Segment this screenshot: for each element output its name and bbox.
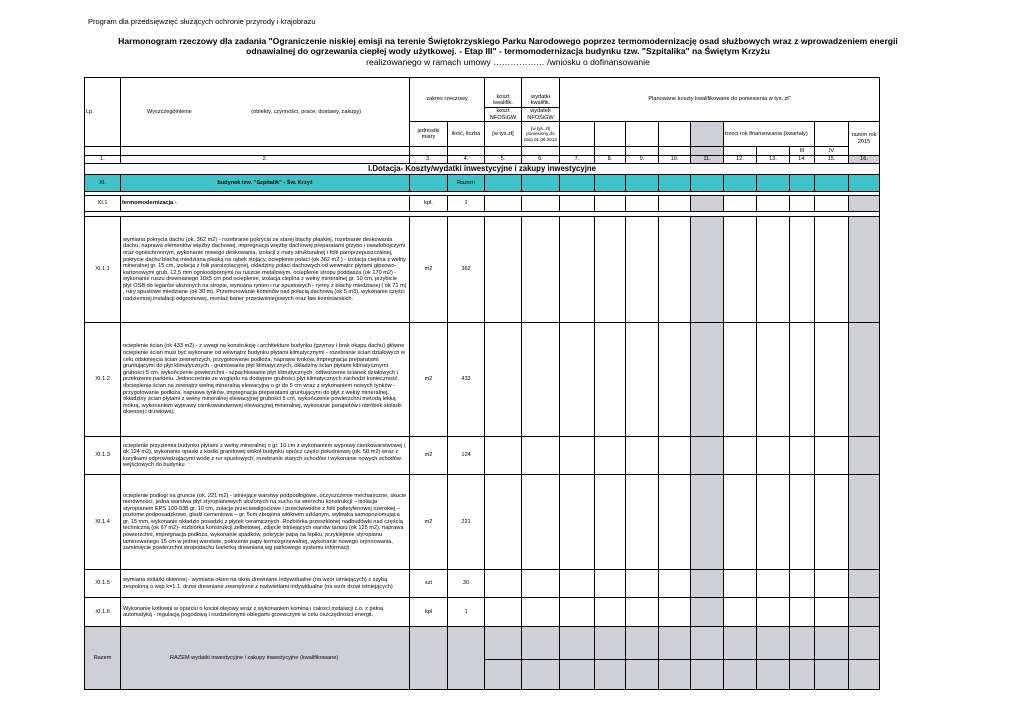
header-koszt-kwalif: koszt kwalifik.: [485, 78, 522, 108]
cell: [595, 627, 626, 660]
cell: [815, 437, 849, 475]
cell: [659, 175, 691, 192]
table-row: [85, 437, 880, 475]
cell: [595, 323, 626, 437]
cell: [790, 475, 815, 570]
cell: [691, 323, 724, 437]
header-poniesiony-label: poniesiony do: [526, 131, 555, 137]
xi1-qty: 1: [448, 196, 485, 212]
cell: [560, 175, 595, 192]
header-tys-zl: [w tys.zł]: [485, 122, 522, 147]
item-qty: 124: [448, 437, 485, 475]
col-number: 5.: [485, 156, 522, 164]
header-wyszczegolnienie-label: Wyszczególnienie: [147, 108, 192, 115]
cell: [560, 627, 595, 660]
xi-razem: Razem: [448, 175, 485, 192]
cell: [757, 323, 790, 437]
header-quarter-iv: IV: [815, 147, 849, 156]
header-trzeci-rok: trzeci rok finansowania (kwartały): [724, 122, 815, 147]
col-number: 10.: [659, 156, 691, 164]
header-razem-rok: razem rok 2015: [849, 122, 880, 156]
cell: [691, 147, 724, 156]
cell: [560, 217, 595, 323]
header-zakres: zakres rzeczowy: [410, 78, 485, 122]
col-number: 12.: [724, 156, 757, 164]
cell: [522, 217, 560, 323]
item-lp: XI.1.6: [85, 598, 121, 627]
col-number: 15.: [815, 156, 849, 164]
cell: [724, 570, 757, 598]
cell: [626, 598, 659, 627]
cell: [522, 660, 560, 690]
header-planowane: Planowane koszty kwalifikowane do poniesienia w tys. zł": [560, 78, 880, 122]
xi-row: [85, 175, 880, 192]
cell: [595, 660, 626, 690]
cell: [626, 627, 659, 660]
item-description: ocieplenie ścian (ok 433 m2) - z uwagi na konstrukcję i architekture budynku (gzymsy i brak okapu dachu) główne ocieplenie ścian musi być wykonane od wewnątrz budynku płytami klimatycznymi - rozebranie ścian działowych w celu odsłonięcia ścian zewnętrzych, przygotowanie podłoża, naprawa tynków, impregnacja preparatami gruntującymi do płyt klimatycznych - gruntowanie płyt klimatycznych, okładziny ścian płytami klimatycznymi grubości 5 cm, wykończenie powierzchni - szpachlowanie płyt klimatycznych, odtworzenie ścianek działowych i przełożenie parkietu. Jednocześnie ze względu na dostępne grubości płyt klimatycznych zachodzi konieczność docieplenia ścian na zewnątrz wełną mineralną elewacyjną o gr do 5 cm wraz z wykonaniem nowych tynków - przygotowanie podłoża, naprawa tynków, impregnacja preparatami gruntującymi do płyt z wełny mineralnej, okładziny ścian płytami z wełny mineralnej elewacyjnej grubości 5 cm, wykończenie powierzchni metodą lekką mokrą, wykonaniem wyprawy cienkowarstwowej elewacyjnej mineralnej, wykonanie parapetów i obróbek stolarki okiennej i drzwiowej.: [121, 323, 410, 437]
cell: [659, 217, 691, 323]
cell: [659, 660, 691, 690]
cell: [485, 570, 522, 598]
cell: [757, 627, 790, 660]
cell: [790, 627, 815, 660]
header-dnia-label: dnia 01.06.2013: [524, 136, 557, 142]
cell: [626, 217, 659, 323]
cell: [595, 147, 626, 156]
col-number: 16.: [849, 156, 880, 164]
header-poniesiony: [522, 122, 560, 147]
cell: [626, 147, 659, 156]
item-lp: XI.1.5: [85, 570, 121, 598]
col-number: 8.: [595, 156, 626, 164]
cell: [121, 147, 410, 156]
cell: [815, 475, 849, 570]
cell: [560, 122, 595, 147]
cell: [85, 147, 121, 156]
title-line-2: odnawialnej do ogrzewania ciepłej wody użytkowej. - Etap III" - termomodernizacja budynku tzw. "Szpitalika" na Świętym Krzyżu: [246, 46, 770, 56]
table-row: [85, 598, 880, 627]
cell: [626, 175, 659, 192]
item-qty: 433: [448, 323, 485, 437]
cell: [724, 147, 757, 156]
cell: [815, 598, 849, 627]
cell: [790, 570, 815, 598]
cell: [659, 570, 691, 598]
cell: [485, 598, 522, 627]
cell: [757, 437, 790, 475]
cell: [790, 323, 815, 437]
cell: [522, 147, 560, 156]
cell: [522, 570, 560, 598]
cell: [790, 175, 815, 192]
cell: [691, 196, 724, 212]
cell: [849, 660, 880, 690]
cell: [485, 196, 522, 212]
cell: [560, 323, 595, 437]
item-qty: 1: [448, 598, 485, 627]
cell: [448, 627, 485, 690]
header-jednostki: jednostki miary: [410, 122, 448, 147]
item-qty: 362: [448, 217, 485, 323]
header-tys-zl-2: [w tys. zł]: [531, 126, 550, 132]
cell: [790, 217, 815, 323]
cell: [485, 175, 522, 192]
cell: [560, 570, 595, 598]
document-subtitle: realizowanego w ramach umowy ……………… /wniosku o dofinansowanie: [366, 57, 650, 67]
xi1-unit: kpl.: [410, 196, 448, 212]
cell: [560, 147, 595, 156]
item-qty: 30: [448, 570, 485, 598]
cell: [790, 660, 815, 690]
item-lp: XI.1.1: [85, 217, 121, 323]
col-number: 7.: [560, 156, 595, 164]
cell: [522, 437, 560, 475]
cell: [659, 437, 691, 475]
item-unit: kpl: [410, 598, 448, 627]
cell: [626, 660, 659, 690]
table-row: [85, 217, 880, 323]
cell: [790, 196, 815, 212]
cell: [595, 475, 626, 570]
item-unit: m2: [410, 475, 448, 570]
col-number: 13.: [757, 156, 790, 164]
cell: [849, 627, 880, 660]
cell: [849, 196, 880, 212]
xi1-name: termomodernizacja -: [121, 196, 410, 212]
cell: [757, 475, 790, 570]
cell: [815, 122, 849, 147]
xi1-lp: XI.1: [85, 196, 121, 212]
table-row: [85, 570, 880, 598]
cell: [757, 217, 790, 323]
col-number: 2.: [121, 156, 410, 164]
cell: [626, 122, 659, 147]
cell: [849, 570, 880, 598]
header-ilosc: ilość, liczba: [448, 122, 485, 147]
cell: [626, 437, 659, 475]
cell: [790, 437, 815, 475]
cell: [560, 660, 595, 690]
item-unit: m2: [410, 217, 448, 323]
header-koszt-nfosigw: koszt NFOŚiGW: [485, 108, 522, 122]
cell: [485, 627, 522, 660]
cell: [560, 196, 595, 212]
item-unit: m2: [410, 437, 448, 475]
item-description: ocieplenie przyziemia budynku płytami z wełny mineralnej o gr. 10 cm z wykonaniem wyprawy cienkowarstwowej ( ok 124 m2), wykonanie opaski z kostki granitowej wokół budynku oprócz części południowej (ok. 50 m2) wraz z korytkami odprowadzającymi wodę z rur spustowych, rozebranie starych schodów i wykonanie nowych schodów wejściowych do budynku: [121, 437, 410, 475]
cell: [757, 196, 790, 212]
cell: [724, 217, 757, 323]
header-wydatek-nfosigw: wydatek NFOŚiGW: [522, 108, 560, 122]
cell: [724, 660, 757, 690]
cell: [595, 217, 626, 323]
cell: [757, 660, 790, 690]
cell: [849, 598, 880, 627]
footer-row: [85, 627, 880, 660]
item-description: wymiana pokrycia dachu (ok. 362 m2) - rozebranie pokrycia ze starej blachy płaskiej, rozebranie deskowania dachu, naprawa elementów więźby dachowej, impregnacja więźby dachowej preparatami grzybo i owadobójczymi oraz ogniochronnym, wykonanie nowego deskowania, izolacji z maty strukturalnej i folii paroprzepuszczalnej, pokrycie dachu blachą miedziana płaską na rąbek stojący, ocieplenie połaci (ok 362 m2 ) - izolacja cieplna z wełny mineralnej gr. 15 cm, izolacja z folii paroizolacyjnej, okładziny połaci dachowych od wewnątrz płytami gipsowo-kartonowymi grub. 12,5 mm ognioodpornymi na ruszcie metalowym, ocieplenie stropu poddasza (ok 170 m2) - wykonanie ruszu drewnianego 10x5 cm pod ocieplenie, izolacja cieplna z wełny mineralnej gr. 10 cm, przybicie płyt OSB do legarów ułożonych na stropie, wymiana rynien i rur spustowych - rynny z blachy miedzianej ( ok 71 m) , rury spustowe miedziane (ok 30 m). Przemurowanie kominów nad połacią dachową (ok 5 m3), wykonanie części nadziemnej instalacji odgromowej, montaż barier przeciwśniegowych oraz ław kominiarskich.: [121, 217, 410, 323]
table-row: [85, 323, 880, 437]
cell: [849, 217, 880, 323]
schedule-table: [84, 77, 880, 690]
cell: [724, 475, 757, 570]
cell: [485, 660, 522, 690]
cell: [849, 323, 880, 437]
cell: [410, 175, 448, 192]
cell: [815, 323, 849, 437]
header-obiekty-label: (obiekty, czynności, prace, dostawy, zakupy): [251, 108, 362, 115]
xi-name: budynek tzw. "Szpitalik" - Św. Krzyż: [121, 175, 410, 192]
col-number: 6.: [522, 156, 560, 164]
cell: [485, 437, 522, 475]
table-row: [85, 475, 880, 570]
cell: [485, 217, 522, 323]
item-unit: szt: [410, 570, 448, 598]
cell: [522, 196, 560, 212]
item-qty: 221: [448, 475, 485, 570]
cell: [691, 437, 724, 475]
cell: [691, 175, 724, 192]
cell: [659, 147, 691, 156]
cell: [724, 627, 757, 660]
header-quarter-iii: III: [790, 147, 815, 156]
cell: [522, 627, 560, 660]
cell: [815, 175, 849, 192]
cell: [410, 147, 448, 156]
title-line-1: Harmonogram rzeczowy dla zadania "Ograniczenie niskiej emisji na terenie Świętokrzyskiego Parku Narodowego poprzez termomodernizację osad służbowych wraz z wprowadzeniem energii: [118, 36, 898, 46]
document-title: [88, 36, 928, 56]
cell: [595, 122, 626, 147]
cell: [595, 175, 626, 192]
cell: [724, 175, 757, 192]
cell: [659, 627, 691, 660]
cell: [757, 147, 790, 156]
cell: [595, 570, 626, 598]
cell: [626, 323, 659, 437]
col-number: 9.: [626, 156, 659, 164]
xi1-row: [85, 196, 880, 212]
cell: [691, 627, 724, 660]
item-description: Wykonanie kotłowni w oparciu o kocioł olejowy wraz z wykonaniem komina i całości instalacji c.o. z pełną automatyką - regulacją pogodową i rozdzielonymi obiegami grzewczymi w celu oszczędności energii.: [121, 598, 410, 627]
cell: [560, 598, 595, 627]
cell: [626, 475, 659, 570]
cell: [522, 598, 560, 627]
cell: [815, 217, 849, 323]
cell: [815, 660, 849, 690]
cell: [448, 147, 485, 156]
cell: [659, 598, 691, 627]
cell: [595, 598, 626, 627]
cell: [790, 598, 815, 627]
cell: [626, 570, 659, 598]
col-number: 3.: [410, 156, 448, 164]
xi-lp: XI.: [85, 175, 121, 192]
cell: [485, 147, 522, 156]
header-wyszczegolnienie: [121, 78, 410, 147]
cell: [626, 196, 659, 212]
cell: [757, 598, 790, 627]
cell: [724, 196, 757, 212]
item-description: ocieplenie podłogi na gruncie (ok. 221 m2) - istniejące warstwy podpodłogowe, oczyszczenie mechaniczne, skucie nierówności, jedna warstwa płyt styropianowych ułożonych na sucho na wierzchu konstrukcji – izolacja styropianem EPS 100-038 gr. 10 cm, zolacje przeciwwilgociowe i przeciwwodne z folii polietylenowej szerokiej – poziome podposadzkowe, gładź cementowa – gr. 5cm zbrojona włóknem szklanym, wylewka samopoziomująca gr. 15 mm, wykonanie okładzin posadzki z płytek ceramicznych. Rozbiórka przeszklonej nadbudówki nad częścią techniczną (ok 67 m2)- rozbiórka konstrukcji żelbetowej, zdjęcie istniejących warstw tarasu (ok 125 m2), naprawa powierzchni, impregnacja podłoża, wykonanie spadków, pokrycie papą na lepiku, przyklejenie styropianu laminowanego 15 cm w jednej warstwie, połozenie papy termozgrzewalnej, wykonanie nowego orynnowania, zamknięcie powierzchni stropodachu barierką drewnianą wg parkowego systemu informacji: [121, 475, 410, 570]
cell: [691, 570, 724, 598]
col-number: 11.: [691, 156, 724, 164]
item-lp: XI.1.3: [85, 437, 121, 475]
cell: [691, 217, 724, 323]
cell: [595, 437, 626, 475]
item-description: wymiana stolarki okiennej - wymiana okien na okna drewniane indywidualne (na wzór istniejących) z szybą zespoloną o wsp k=1.1, drzwi drewniane zewnętrzne z naświetlami indywidualne (na wzór drzwi istniejących): [121, 570, 410, 598]
item-lp: XI.1.4: [85, 475, 121, 570]
cell: [849, 475, 880, 570]
cell: [522, 175, 560, 192]
cell: [485, 475, 522, 570]
col-number: 4.: [448, 156, 485, 164]
footer-label: [121, 627, 410, 690]
cell: [815, 570, 849, 598]
cell: [691, 660, 724, 690]
cell: [659, 196, 691, 212]
cell: [724, 437, 757, 475]
item-unit: m2: [410, 323, 448, 437]
cell: [485, 323, 522, 437]
cell: [691, 598, 724, 627]
cell: [560, 437, 595, 475]
cell: [659, 122, 691, 147]
column-numbers-row: [85, 156, 880, 164]
footer-label-text: RAZEM wydatki inwestycyjne i zakupy inwestycyjne (kwalifikowane): [170, 654, 339, 661]
item-lp: XI.1.2: [85, 323, 121, 437]
cell: [815, 627, 849, 660]
cell: [724, 323, 757, 437]
cell: [691, 475, 724, 570]
footer-lp: Razem: [85, 627, 121, 690]
cell: [691, 122, 724, 147]
cell: [595, 196, 626, 212]
header-wydatki-kwalif: wydatki kwalifik.: [522, 78, 560, 108]
program-label: Program dla przedsięwzięć służących ochronie przyrody i krajobrazu: [88, 17, 316, 26]
cell: [724, 598, 757, 627]
col-number: 14.: [790, 156, 815, 164]
section-title: I.Dotacja- Koszty/wydatki inwestycyjne i zakupy inwestycyjne: [85, 164, 880, 175]
cell: [815, 196, 849, 212]
cell: [522, 475, 560, 570]
cell: [659, 475, 691, 570]
cell: [522, 323, 560, 437]
header-lp: Lp.: [85, 78, 121, 147]
col-number: 1.: [85, 156, 121, 164]
cell: [849, 437, 880, 475]
cell: [757, 570, 790, 598]
cell: [849, 175, 880, 192]
cell: [659, 323, 691, 437]
cell: [410, 627, 448, 690]
cell: [757, 175, 790, 192]
cell: [560, 475, 595, 570]
